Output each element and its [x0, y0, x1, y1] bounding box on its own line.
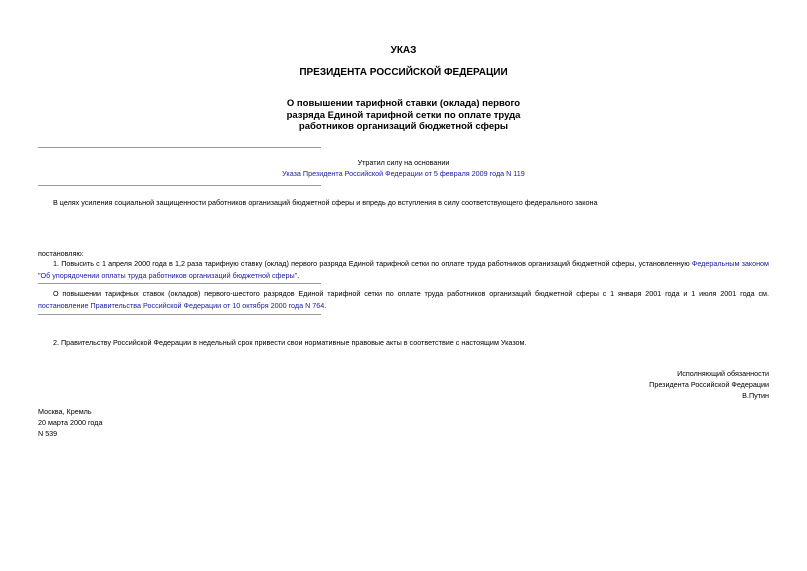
federal-law-link[interactable]: Федеральным законом	[691, 259, 769, 268]
editorial-note-end: .	[324, 300, 327, 310]
note-divider-top	[38, 283, 321, 284]
issuance-date: 20 марта 2000 года	[38, 418, 103, 427]
preamble-paragraph: В целях усиления социальной защищенности работников организаций бюджетной сферы и впредь до вступления в силу соответствующего федерального закона	[53, 198, 598, 207]
item-1-paragraph	[38, 258, 769, 281]
repeal-note-container	[0, 168, 807, 179]
issuer-heading: ПРЕЗИДЕНТА РОССИЙСКОЙ ФЕДЕРАЦИИ	[299, 67, 508, 78]
subject-line-3: работников организаций бюджетной сферы	[298, 121, 509, 132]
signature-block	[649, 368, 769, 401]
item-1-end: .	[297, 270, 300, 280]
government-resolution-link[interactable]: постановление Правительства Российской Федерации от 10 октября 2000 года N 764	[38, 300, 325, 310]
subject-heading	[0, 98, 807, 133]
divider-bottom	[38, 185, 321, 186]
document-number: N 539	[38, 429, 58, 438]
note-divider-bottom	[38, 314, 321, 315]
signature-title-line: Президента Российской Федерации	[649, 380, 769, 389]
issuance-details	[38, 406, 102, 439]
document-type-heading: УКАЗ	[390, 45, 417, 56]
editorial-note-paragraph	[38, 288, 769, 311]
federal-law-title-link[interactable]: "Об упорядочении оплаты труда работников организаций бюджетной сферы"	[38, 270, 298, 280]
divider-top	[38, 147, 321, 148]
signature-position-line: Исполняющий обязанности	[677, 369, 769, 378]
repeal-note-text: Утратил силу на основании	[357, 158, 450, 167]
item-1-text: 1. Повысить с 1 апреля 2000 года в 1,2 раза тарифную ставку (оклад) первого разряда Единой тарифной сетки по оплате труда работников организаций бюджетной сферы, установленную	[53, 259, 690, 268]
issuance-place: Москва, Кремль	[38, 407, 92, 416]
signature-name: В.Путин	[742, 391, 769, 400]
subject-line-1: О повышении тарифной ставки (оклада) первого	[286, 98, 521, 109]
repeal-decree-link[interactable]: Указа Президента Российской Федерации от 5 февраля 2009 года N 119	[282, 169, 525, 178]
resolve-word: постановляю:	[38, 249, 84, 258]
editorial-note-text: О повышении тарифных ставок (окладов) первого-шестого разрядов Единой тарифной сетки по оплате труда работников организаций бюджетной сферы с 1 января 2001 года и 1 июля 2001 года см.	[53, 289, 769, 298]
subject-line-2: разряда Единой тарифной сетки по оплате труда	[286, 109, 521, 121]
item-2-paragraph: 2. Правительству Российской Федерации в недельный срок привести свои нормативные правовые акты в соответствие с настоящим Указом.	[53, 338, 527, 347]
